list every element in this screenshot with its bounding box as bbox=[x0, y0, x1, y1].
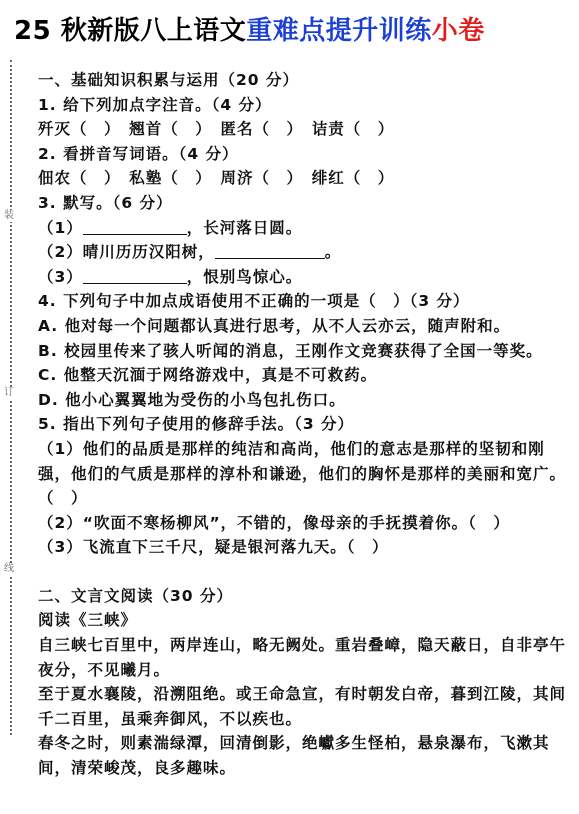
passage-paragraph-3: 春冬之时，则素湍绿潭，回清倒影，绝巘多生怪柏，悬泉瀑布，飞漱其间，清荣峻茂，良多趣味。 bbox=[38, 734, 550, 778]
q5-stem: 5. 指出下列句子使用的修辞手法。（3 分） bbox=[38, 415, 355, 434]
passage-paragraph-1: 自三峡七百里中，两岸连山，略无阙处。重岩叠嶂，隐天蔽日，自非亭午夜分，不见曦月。 bbox=[38, 636, 567, 679]
page-title bbox=[14, 10, 574, 47]
answer-blank[interactable] bbox=[83, 218, 187, 235]
q3-line2 bbox=[38, 240, 568, 265]
binding-mark-ding: 订 bbox=[4, 387, 14, 398]
section-spacer bbox=[38, 560, 568, 584]
title-grade: 25 秋新版八上语文 bbox=[14, 16, 247, 46]
q3-l2-prefix: （2）晴川历历汉阳树， bbox=[38, 243, 215, 262]
answer-blank[interactable] bbox=[215, 242, 325, 259]
q3-line3 bbox=[38, 265, 568, 290]
section2-heading: 二、文言文阅读（30 分） bbox=[38, 586, 233, 605]
q3-l3-prefix: （3） bbox=[38, 267, 83, 286]
title-suffix: 小卷 bbox=[431, 16, 485, 46]
q3-line1 bbox=[38, 216, 568, 241]
q5-sentence-1: （1）他们的品质是那样的纯洁和高尚，他们的意志是那样的坚韧和刚强，他们的气质是那样的淳朴和谦逊，他们的胸怀是那样的美丽和宽广。（ ） bbox=[38, 439, 567, 508]
q2-stem: 2. 看拼音写词语。（4 分） bbox=[38, 144, 239, 163]
q4-option-c: C. 他整天沉湎于网络游戏中，真是不可救药。 bbox=[38, 366, 378, 385]
answer-blank[interactable] bbox=[83, 267, 187, 284]
q5-sentence-2: （2）“吹面不寒杨柳风”，不错的，像母亲的手抚摸着你。（ ） bbox=[38, 513, 510, 532]
q4-option-d: D. 他小心翼翼地为受伤的小鸟包扎伤口。 bbox=[38, 390, 346, 409]
worksheet-content bbox=[38, 68, 568, 781]
section1-heading: 一、基础知识积累与运用（20 分） bbox=[38, 71, 299, 89]
q3-l2-suffix: 。 bbox=[324, 243, 342, 262]
q1-items: 歼灭（ ） 翘首（ ） 匿名（ ） 诘责（ ） bbox=[38, 120, 395, 139]
title-topic: 重难点提升训练 bbox=[246, 16, 432, 46]
q4-stem: 4. 下列句子中加点成语使用不正确的一项是（ ）（3 分） bbox=[38, 292, 470, 311]
q3-l3-suffix: ，恨别鸟惊心。 bbox=[186, 267, 303, 286]
reading-title: 阅读《三峡》 bbox=[38, 611, 138, 630]
q4-option-b: B. 校园里传来了骇人听闻的消息，王刚作文竞赛获得了全国一等奖。 bbox=[38, 341, 543, 360]
q4-option-a: A. 他对每一个问题都认真进行思考，从不人云亦云，随声附和。 bbox=[38, 316, 511, 335]
q3-stem: 3. 默写。（6 分） bbox=[38, 193, 173, 212]
q3-l1-prefix: （1） bbox=[38, 218, 83, 237]
binding-mark-xian: 线 bbox=[4, 563, 14, 574]
q1-stem: 1. 给下列加点字注音。（4 分） bbox=[38, 95, 272, 114]
q2-items: 佃农（ ） 私塾（ ） 周济（ ） 绯红（ ） bbox=[38, 169, 395, 188]
q5-sentence-3: （3）飞流直下三千尺，疑是银河落九天。（ ） bbox=[38, 538, 389, 557]
passage-paragraph-2: 至于夏水襄陵，沿溯阻绝。或王命急宣，有时朝发白帝，暮到江陵，其间千二百里，虽乘奔御风，不以疾也。 bbox=[38, 685, 567, 728]
q3-l1-suffix: ，长河落日圆。 bbox=[186, 218, 303, 237]
binding-mark-zhuang: 装 bbox=[4, 210, 14, 221]
